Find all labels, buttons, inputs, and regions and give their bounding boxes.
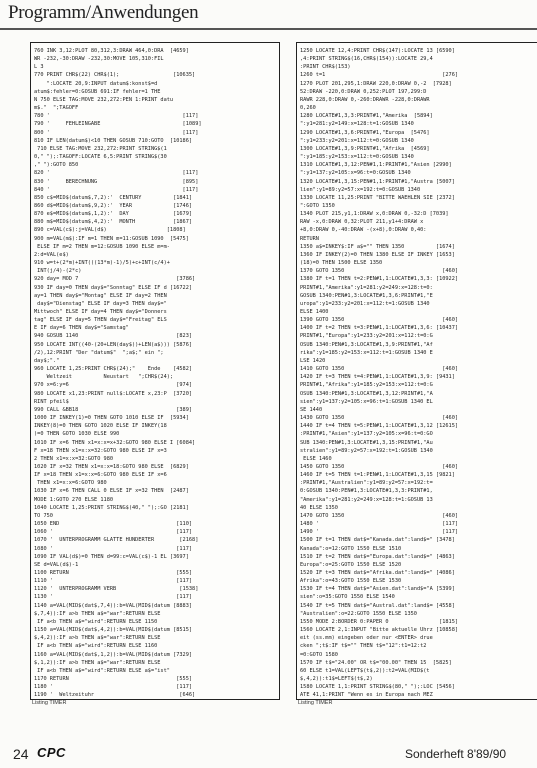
header-rule [0,28,537,30]
page-header [0,0,537,30]
section-title: Programm/Anwendungen [8,2,199,23]
issue-label: Sonderheft 8'89/90 [405,747,507,761]
listing-column-left [30,42,280,700]
listing-code-right: 1250 LOCATE 12,4:PRINT CHR$(147):LOCATE 13 [6590] ,4:PRINT STRING$(16,CHR$(154)):LOCATE 29,4 :PRINT CHR$(153) 1260 t=1 [276] 1270 PLOT 201,295,1:DRAW 220,0:DRAW 0,-2 [7928] 52:DRAW -220,0:DRAW 0,252:PLOT 197,299:D RAWR 228,0:DRAW 0,-260:DRAWR -228,0:DRAWR 0,260 1280 LOCATE#1,3,3:PRINT#1,"Amerika [5894] ":y1=281:y2=149:x=128:t=1:GOSUB 1340 1290 LOCATE#1,3,6:PRINT#1,"Europa [5476] ":y1=233:y2=201:x=112:t=0:GOSUB 1340 1300 LOCATE#1,3,9:PRINT#1,"Afrika [4569] ":y1=185:y2=153:x=112:t=0:GOSUB 1340 1310 LOCATE#1,3,12:PEN#1,1:PRINT#1,"Asien [2990] ":y1=137:y2=105:x=96:t=0:GOSUB 1340 1320 LOCATE#1,3,15:PEN#1,1:PRINT#1,"Austra [5007] lien":y1=89:y2=57:x=192:t=0:GOSUB 1340 1330 LOCATE 11,25:PRINT "BITTE WAEHLEN SIE [2372] ":GOTO 1350 1340 PLOT 215,y1,1:DRAW x,0:DRAW 0,-32:D [7039] RAW -x,0:DRAW 0,32:PLOT 211,y1+4:DRAW x +8,0:DRAW 0,-40:DRAW -(x+8),0:DRAW 0,40: RETURN 1350 a$=INKEY$:IF a$="" THEN 1350 [1674] 1360 IF INKEY(2)=0 THEN 1380 ELSE IF INKEY [1653] (18)=0 THEN 1500 ELSE 1350 1370 GOTO 1350 [460] 1380 IF t=1 THEN t=2:PEN#1,1:LOCATE#1,3,3: [10922] PRINT#1,"Amerika":y1=281:y2=249:x=128:t=0: GOSUB 1340:PEN#1,3:LOCATE#1,3,6:PRINT#1,"E uropa":y1=233:y2=201:x=112:t=1:GOSUB 1340 ELSE 1400 1390 GOTO 1350 [460] 1400 IF t=2 THEN t=3:PEN#1,1:LOCATE#1,3,6: [10437] PRINT#1,"Europa":y1=233:y2=201:x=112:t=0:G OSUB 1340:PEN#1,3:LOCATE#1,3,9:PRINT#1,"Af rika":y1=185:y2=153:x=112:t=1:GOSUB 1340 E LSE 1420 1410 GOTO 1350 [460] 1420 IF t=3 THEN t=4:PEN#1,1:LOCATE#1,3,9: [9431] PRINT#1,"Afrika":y1=185:y2=153:x=112:t=0:G OSUB 1340:PEN#1,3:LOCATE#1,3,12:PRINT#1,"A sien":y1=137:y2=105:x=96:t=1:GOSUB 1340 EL SE 1440 1430 GOTO 1350 [460] 1440 IF t=4 THEN t=5:PEN#1,1:LOCATE#1,3,12 [12615] :PRINT#1,"Asien":y1=137:y2=105:x=96:t=0:GO SUB 1340:PEN#1,3:LOCATE#1,3,15:PRINT#1,"Au stralien":y1=89:y2=57:x=192:t=1:GOSUB 1340 ELSE 1460 1450 GOTO 1350 [460] 1460 IF t=5 THEN t=1:PEN#1,1:LOCATE#1,3,15 [9821] :PRINT#1,"Australien":y1=89:y2=57:x=192:t= 0:GOSUB 1340:PEN#1,3:LOCATE#1,3,3:PRINT#1, "Amerika":y1=281:y2=249:x=128:t=1:GOSUB 13 40 ELSE 1350 1470 GOTO 1350 [460] 1480 ' [117] 1490 ' [117] 1500 IF t=1 THEN dat$="Kanada.dat":land$=" [3478] Kanada":o=12:GOTO 1550 ELSE 1510 1510 IF t=2 THEN dat$="Europa.dat":land$=" [4863] Europa":o=25:GOTO 1550 ELSE 1520 1520 IF t=3 THEN dat$="Afrika.dat":land$=" [4086] Afrika":o=43:GOTO 1550 ELSE 1530 1530 IF t=4 THEN dat$="Asien.dat":land$="A [5399] sien":o=35:GOTO 1550 ELSE 1540 1540 IF t=5 THEN dat$="Austral.dat":land$= [4558] "Australien":o=22:GOTO 1550 ELSE 1350 1550 MODE 2:BORDER 0:PAPER 0 [1815] 1560 LOCATE 2,1:INPUT "Bitte aktuelle Uhrz [10858] eit (ss.mm) eingeben oder nur <ENTER> drue cken ";t$:IF t$="" THEN t$="12":t1=12:t2 =0:GOTO 1580 1570 IF t$="24.00" OR t$="00.00" THEN 15 [5825] 60 ELSE t1=VAL(LEFT$(t$,2)):t2=VAL(MID$(t $,4,2)):t1$=LEFT$(t$,2) 1580 LOCATE 1,1:PRINT STRING$(80," ");:LOC [5456] ATE 41,1:PRINT "Wenn es in Europa nach MEZ [300,48,459,699]
page-number: 24 [13,746,29,762]
magazine-logo [36,742,76,762]
listing-code-left: 760 INK 3,12:PLOT 80,312,3:DRAW 464,0:DRA [4659] WR -232,-30:DRAW -232,30:MOVE 105,310:FIL L 3 770 PRINT CHR$(22) CHR$(1); [10635] ":LOCATE 20,9:INPUT datum$:konst$=d atum$:fehler=0:GOSUB 691:IF fehler=1 THE N 750 ELSE TAG:MOVE 232,272:PEN 1:PRINT datu m$." ";TAGOFF 780 ' [117] 790 ' FEHLEINGABE [1089] 800 ' [117] 810 IF LEN(datum$)<10 THEN GOSUB 710:GOTO [10186] 710 ELSE TAG:MOVE 232,272:PRINT STRING$(1 0," ");:TAGOFF:LOCATE 6,5:PRINT STRING$(30 ," "):GOTO 850 820 ' [117] 830 ' BERECHNUNG [895] 840 ' [117] 850 c$=MID$(datum$,7,2):' CENTURY [1841] 860 d$=MID$(datum$,9,2):' YEAR [1746] 870 e$=MID$(datum$,1,2):' DAY [1679] 880 m$=MID$(datum$,4,2):' MONTH [1867] 890 c=VAL(c$):j=VAL(d$) [1808] 900 m=VAL(m$):IF m=1 THEN m=11:GOSUB 1090 [5475] ELSE IF m=2 THEN m=12:GOSUB 1090 ELSE m=m- 2:d=VAL(e$) 910 w=t+(2*m)+INT(((13*m)-1)/5)+c+INT(c/4)+ INT(j/4)-(2*c) 920 day= MOD 7 [3786] 930 IF day=0 THEN day$="Sonntag" ELSE IF d [16722] ay=1 THEN day$="Montag" ELSE IF day=2 THEN day$="Dienstag" ELSE IF day=3 THEN day$=" Mittwoch" ELSE IF day=4 THEN day$="Donners tag" ELSE IF day=5 THEN day$="Freitag" ELS E IF day=6 THEN day$="Samstag" 940 GOSUB 1140 [823] 950 LOCATE INT((40-(20+LEN(day$))+LEN(a$))) [5876] /2),12:PRINT "Der "datum$" ";a$;" ein "; day$;"." 960 LOCATE 1,25:PRINT CHR$(24);" Ende [4582] Weltzeit Neustart ";CHR$(24); 970 x=6:y=6 [974] 980 LOCATE x1,23:PRINT null$:LOCATE x,23:P [3720] RINT pfeil$ 990 CALL &BB18 [389] 1000 IF INKEY(1)=0 THEN GOTO 1010 ELSE IF [5934] INKEY(8)=0 THEN GOTO 1020 ELSE IF INKEY(18 )=0 THEN GOTO 1030 ELSE 990 1010 IF x=6 THEN x1=x:x=x+32:GOTO 980 ELSE I [6084] F x=18 THEN x1=x:x=32:GOTO 980 ELSE IF x=3 2 THEN x1=x:x=32:GOTO 980 1020 IF x=32 THEN x1=x:x=18:GOTO 980 ELSE [6829] IF x=18 THEN x1=x:x=6:GOTO 980 ELSE IF x=6 THEN x1=x:x=6:GOTO 980 1030 IF x=6 THEN CALL 0 ELSE IF x=32 THEN [2487] MODE 1:GOTO 270 ELSE 1180 1040 LOCATE 1,25:PRINT STRING$(40," ");:GO [2181] TO 750 1050 END [110] 1060 ' [117] 1070 ' UNTERPROGRAMM GLATTE HUNDERTER [2168] 1080 ' [117] 1090 IF VAL(d$)=0 THEN d=99:c=VAL(c$)-1 EL [3697] SE d=VAL(d$)-1 1100 RETURN [555] 1110 ' [117] 1120 ' UNTERPROGRAMM VERB [1538] 1130 ' [117] 1140 a=VAL(MID$(dat$,7,4)):b=VAL(MID$(datum [8883] $,7,4)):IF a>b THEN a$="war":RETURN ELSE IF a<b THEN a$="wird":RETURN ELSE 1150 1150 a=VAL(MID$(dat$,4,2)):b=VAL(MID$(datum [8515] $,4,2)):IF a>b THEN a$="war":RETURN ELSE IF a<b THEN a$="wird":RETURN ELSE 1160 1160 a=VAL(MID$(dat$,1,2)):b=VAL(MID$(datum [7329] $,1,2)):IF a>b THEN a$="war":RETURN ELSE IF a<b THEN a$="wird":RETURN ELSE a$="ist" 1170 RETURN [555] 1180 ' [117] 1190 ' Weltzeituhr [646] [34,48,202,699]
listing-column-right [296,42,537,700]
listing-caption-left: Listing TIMER [32,700,67,706]
svg-text:CPC: CPC [37,745,66,760]
listing-caption-right: Listing TIMER [298,700,333,706]
page-footer [0,738,537,768]
